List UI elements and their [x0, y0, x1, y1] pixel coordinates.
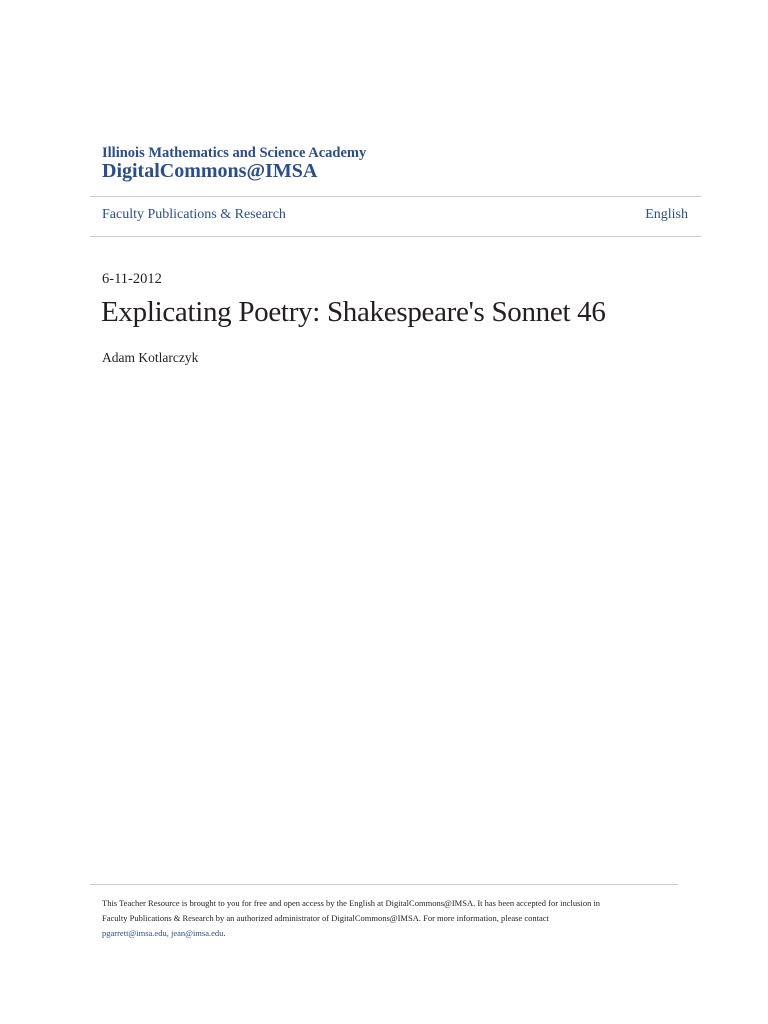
- footer-trailing-period: .: [223, 928, 226, 938]
- article-title: Explicating Poetry: Shakespeare's Sonnet 46: [101, 296, 606, 328]
- collection-link[interactable]: Faculty Publications & Research: [102, 207, 286, 222]
- author-name: Adam Kotlarczyk: [102, 350, 199, 365]
- footer-line-2: Faculty Publications & Research by an authorized administrator of DigitalCommons@IMSA. For more information, please contact: [102, 913, 549, 923]
- footer-line-1: This Teacher Resource is brought to you for free and open access by the English at DigitalCommons@IMSA. It has been accepted for inclusion in: [102, 898, 601, 908]
- header-divider-top: [90, 196, 701, 197]
- contact-email-link[interactable]: pgarrett@imsa.edu, jean@imsa.edu: [102, 928, 224, 938]
- department-link[interactable]: English: [645, 207, 688, 222]
- footer-notice: [102, 896, 662, 941]
- publication-date: 6-11-2012: [102, 271, 162, 287]
- footer-line-3: [102, 926, 662, 941]
- institution-name[interactable]: Illinois Mathematics and Science Academy: [102, 145, 367, 161]
- footer-divider: [90, 884, 678, 885]
- repository-name[interactable]: DigitalCommons@IMSA: [102, 160, 318, 182]
- header-divider-bottom: [90, 236, 701, 237]
